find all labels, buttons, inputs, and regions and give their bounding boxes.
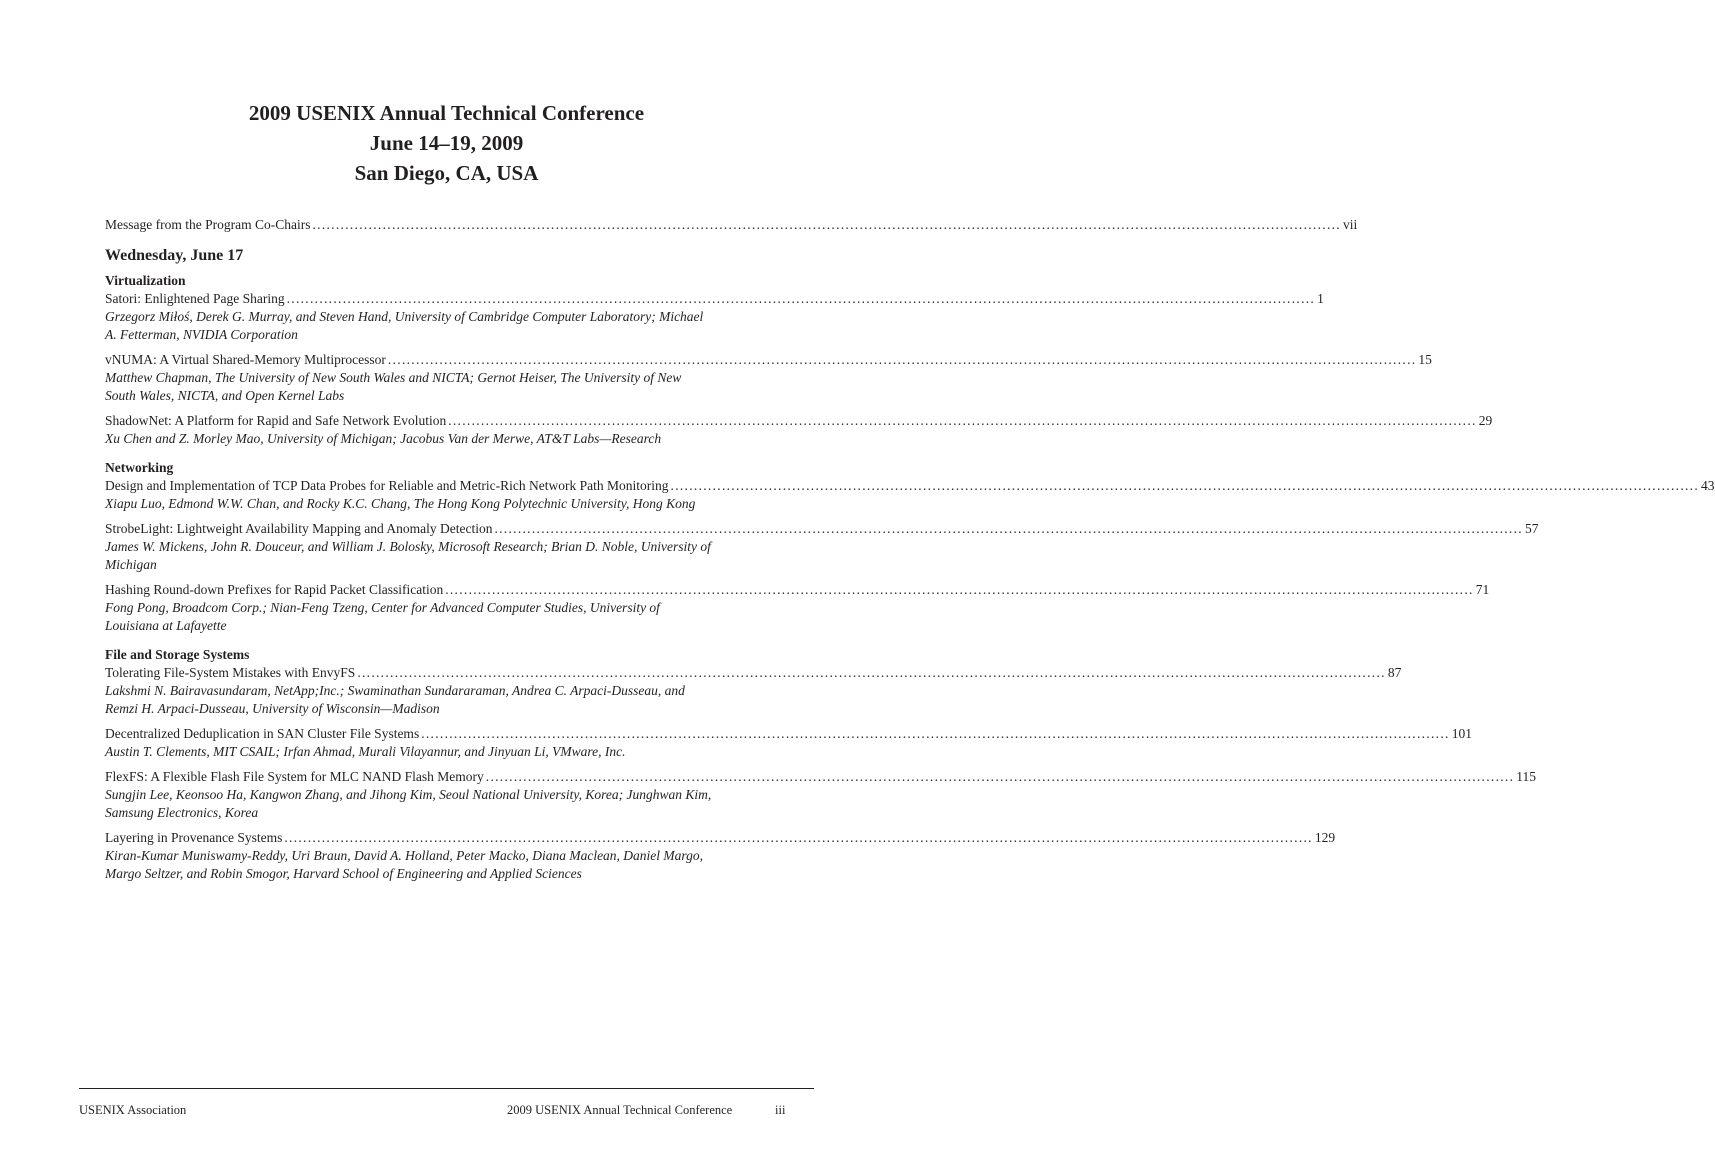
paper-authors: Louisiana at Lafayette [105, 618, 227, 633]
toc-row [105, 829, 1336, 847]
toc-row [105, 725, 1472, 743]
dot-leader: ............................................................................................................................................................................................................................ [494, 521, 1523, 536]
paper-authors: Michigan [105, 557, 157, 572]
toc-page-number: 43 [1701, 478, 1715, 493]
toc-page-number: 57 [1524, 521, 1539, 536]
day-heading: Wednesday, June 17 [105, 247, 244, 264]
toc-row [105, 664, 1402, 682]
session-heading: File and Storage Systems [105, 647, 250, 662]
dot-leader: ............................................................................................................................................................................................................................ [312, 217, 1341, 232]
paper-title: Satori: Enlightened Page Sharing [105, 291, 285, 306]
paper-authors: Xiapu Luo, Edmond W.W. Chan, and Rocky K.C. Chang, The Hong Kong Polytechnic University, Hong Kong [105, 496, 696, 511]
toc-row [105, 412, 1493, 430]
paper-authors: Samsung Electronics, Korea [105, 805, 259, 820]
paper-title: vNUMA: A Virtual Shared-Memory Multiprocessor [105, 352, 386, 367]
toc-entry[interactable] [105, 829, 1336, 883]
toc-page-number: 115 [1516, 769, 1537, 784]
dot-leader: ............................................................................................................................................................................................................................ [357, 665, 1386, 680]
toc-row [105, 351, 1432, 369]
conference-title: 2009 USENIX Annual Technical Conference [248, 101, 645, 125]
paper-title: Layering in Provenance Systems [105, 830, 283, 845]
sessions-list [105, 272, 1715, 883]
paper-authors: Grzegorz Miłoś, Derek G. Murray, and Steven Hand, University of Cambridge Computer Laboratory; Michael [105, 309, 704, 324]
toc-page-number: 129 [1314, 830, 1336, 845]
dot-leader: ............................................................................................................................................................................................................................ [387, 352, 1417, 367]
toc-entry[interactable] [105, 290, 1324, 344]
toc-page-number: 87 [1387, 665, 1402, 680]
paper-authors: Austin T. Clements, MIT CSAIL; Irfan Ahmad, Murali Vilayannur, and Jinyuan Li, VMware, Inc. [105, 744, 626, 759]
dot-leader: ............................................................................................................................................................................................................................ [485, 769, 1515, 784]
paper-title: Decentralized Deduplication in SAN Cluster File Systems [105, 726, 420, 741]
toc-entry[interactable] [105, 664, 1402, 718]
footer-conference: 2009 USENIX Annual Technical Conference [507, 1103, 733, 1117]
paper-title: Design and Implementation of TCP Data Probes for Reliable and Metric-Rich Network Path Monitoring [105, 478, 669, 493]
paper-title: ShadowNet: A Platform for Rapid and Safe Network Evolution [105, 413, 447, 428]
footer-rule [79, 1088, 814, 1089]
dot-leader: ............................................................................................................................................................................................................................ [445, 582, 1474, 597]
paper-authors: Matthew Chapman, The University of New South Wales and NICTA; Gernot Heiser, The University of New [105, 370, 682, 385]
paper-title: StrobeLight: Lightweight Availability Mapping and Anomaly Detection [105, 521, 493, 536]
toc-entry-title: Message from the Program Co-Chairs [105, 217, 311, 232]
dot-leader: ............................................................................................................................................................................................................................ [670, 478, 1700, 493]
paper-title: Tolerating File-System Mistakes with EnvyFS [105, 665, 356, 680]
paper-authors: Fong Pong, Broadcom Corp.; Nian-Feng Tzeng, Center for Advanced Computer Studies, University of [105, 600, 660, 615]
toc-row [105, 581, 1490, 599]
toc-page-number: 71 [1475, 582, 1490, 597]
paper-title: Hashing Round-down Prefixes for Rapid Packet Classification [105, 582, 444, 597]
paper-authors: James W. Mickens, John R. Douceur, and William J. Bolosky, Microsoft Research; Brian D. Noble, University of [105, 539, 711, 554]
toc-row [105, 768, 1537, 786]
footer-association: USENIX Association [79, 1103, 187, 1117]
toc-entry[interactable] [105, 581, 1490, 635]
paper-authors: Sungjin Lee, Keonsoo Ha, Kangwon Zhang, and Jihong Kim, Seoul National University, Korea; Junghwan Kim, [105, 787, 712, 802]
toc-entry-message[interactable] [105, 216, 1358, 234]
table-of-contents [105, 216, 1715, 890]
toc-entry[interactable] [105, 520, 1539, 574]
toc-page-number: 29 [1478, 413, 1493, 428]
conference-location: San Diego, CA, USA [354, 161, 539, 185]
dot-leader: ............................................................................................................................................................................................................................ [286, 291, 1316, 306]
toc-entry[interactable] [105, 351, 1432, 405]
session-heading: Networking [105, 460, 174, 475]
paper-authors: Kiran-Kumar Muniswamy-Reddy, Uri Braun, David A. Holland, Peter Macko, Diana Maclean, Daniel Margo, [105, 848, 704, 863]
paper-title: FlexFS: A Flexible Flash File System for MLC NAND Flash Memory [105, 769, 484, 784]
session-heading: Virtualization [105, 273, 186, 288]
conference-dates: June 14–19, 2009 [369, 131, 524, 155]
toc-page-number: vii [1342, 217, 1358, 232]
paper-authors: South Wales, NICTA, and Open Kernel Labs [105, 388, 345, 403]
footer-page-number: iii [775, 1103, 786, 1117]
toc-entry[interactable] [105, 412, 1493, 448]
paper-authors: Remzi H. Arpaci-Dusseau, University of Wisconsin—Madison [105, 701, 440, 716]
toc-row [105, 216, 1358, 234]
toc-entry[interactable] [105, 477, 1715, 513]
toc-row [105, 477, 1715, 495]
paper-authors: A. Fetterman, NVIDIA Corporation [105, 327, 298, 342]
dot-leader: ............................................................................................................................................................................................................................ [448, 413, 1477, 428]
paper-authors: Xu Chen and Z. Morley Mao, University of Michigan; Jacobus Van der Merwe, AT&T Labs—Research [105, 431, 662, 446]
dot-leader: ............................................................................................................................................................................................................................ [421, 726, 1450, 741]
toc-page-number: 15 [1418, 352, 1432, 367]
toc-row [105, 520, 1539, 538]
paper-authors: Lakshmi N. Bairavasundaram, NetApp;Inc.; Swaminathan Sundararaman, Andrea C. Arpaci-Dusseau, and [105, 683, 685, 698]
paper-authors: Margo Seltzer, and Robin Smogor, Harvard School of Engineering and Applied Sciences [105, 866, 582, 881]
toc-row [105, 290, 1324, 308]
toc-entry[interactable] [105, 725, 1472, 761]
conference-header [0, 98, 893, 188]
toc-entry[interactable] [105, 768, 1537, 822]
dot-leader: ............................................................................................................................................................................................................................ [284, 830, 1313, 845]
toc-page-number: 101 [1451, 726, 1472, 741]
toc-page-number: 1 [1317, 291, 1324, 306]
